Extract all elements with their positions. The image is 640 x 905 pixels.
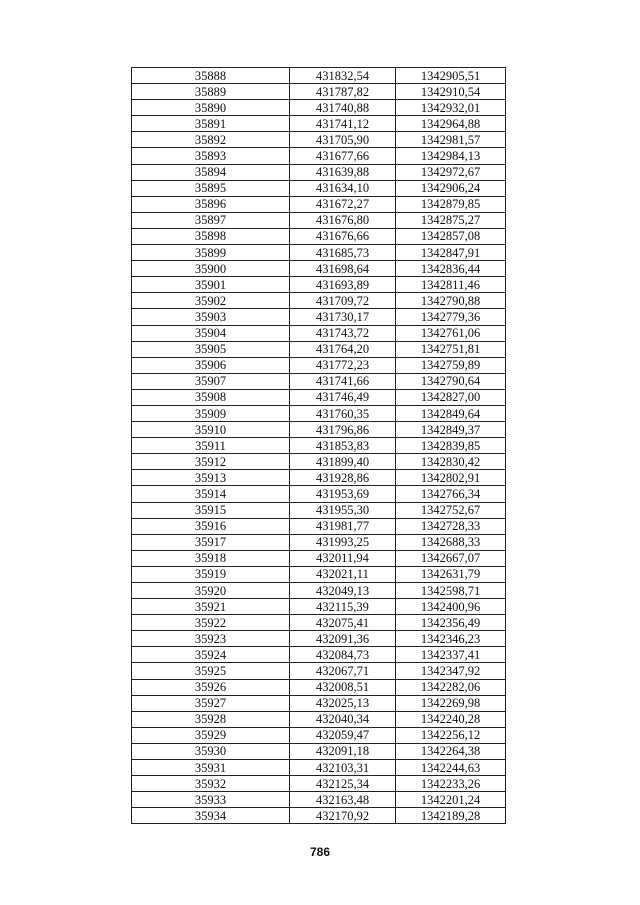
point-number-cell: 35893 [132, 148, 290, 164]
y-coordinate-cell: 1342337,41 [396, 647, 506, 663]
point-number-cell: 35913 [132, 470, 290, 486]
table-row [132, 212, 506, 228]
x-coordinate-cell: 431672,27 [290, 196, 396, 212]
y-coordinate-cell: 1342879,85 [396, 196, 506, 212]
point-number-cell: 35904 [132, 325, 290, 341]
x-coordinate-cell: 431676,66 [290, 228, 396, 244]
table-row [132, 743, 506, 759]
table-row [132, 180, 506, 196]
point-number-cell: 35929 [132, 727, 290, 743]
y-coordinate-cell: 1342752,67 [396, 502, 506, 518]
y-coordinate-cell: 1342905,51 [396, 68, 506, 84]
y-coordinate-cell: 1342240,28 [396, 711, 506, 727]
point-number-cell: 35896 [132, 196, 290, 212]
point-number-cell: 35890 [132, 100, 290, 116]
y-coordinate-cell: 1342839,85 [396, 438, 506, 454]
point-number-cell: 35902 [132, 293, 290, 309]
point-number-cell: 35925 [132, 663, 290, 679]
table-row [132, 357, 506, 373]
point-number-cell: 35921 [132, 599, 290, 615]
x-coordinate-cell: 431981,77 [290, 518, 396, 534]
table-row [132, 196, 506, 212]
point-number-cell: 35891 [132, 116, 290, 132]
point-number-cell: 35889 [132, 84, 290, 100]
y-coordinate-cell: 1342811,46 [396, 277, 506, 293]
table-row [132, 486, 506, 502]
x-coordinate-cell: 431787,82 [290, 84, 396, 100]
point-number-cell: 35897 [132, 212, 290, 228]
x-coordinate-cell: 432084,73 [290, 647, 396, 663]
table-row [132, 663, 506, 679]
point-number-cell: 35933 [132, 792, 290, 808]
table-row [132, 132, 506, 148]
page-number: 786 [309, 845, 331, 859]
y-coordinate-cell: 1342356,49 [396, 615, 506, 631]
table-row [132, 164, 506, 180]
y-coordinate-cell: 1342827,00 [396, 389, 506, 405]
table-row [132, 293, 506, 309]
y-coordinate-cell: 1342766,34 [396, 486, 506, 502]
x-coordinate-cell: 431709,72 [290, 293, 396, 309]
point-number-cell: 35892 [132, 132, 290, 148]
x-coordinate-cell: 431730,17 [290, 309, 396, 325]
table-row [132, 277, 506, 293]
x-coordinate-cell: 432125,34 [290, 776, 396, 792]
x-coordinate-cell: 431955,30 [290, 502, 396, 518]
x-coordinate-cell: 432170,92 [290, 808, 396, 824]
point-number-cell: 35900 [132, 261, 290, 277]
x-coordinate-cell: 431676,80 [290, 212, 396, 228]
x-coordinate-cell: 431796,86 [290, 422, 396, 438]
table-row [132, 518, 506, 534]
x-coordinate-cell: 431928,86 [290, 470, 396, 486]
x-coordinate-cell: 432163,48 [290, 792, 396, 808]
point-number-cell: 35912 [132, 454, 290, 470]
y-coordinate-cell: 1342759,89 [396, 357, 506, 373]
table-row [132, 566, 506, 582]
x-coordinate-cell: 431764,20 [290, 341, 396, 357]
y-coordinate-cell: 1342256,12 [396, 727, 506, 743]
point-number-cell: 35914 [132, 486, 290, 502]
point-number-cell: 35894 [132, 164, 290, 180]
y-coordinate-cell: 1342984,13 [396, 148, 506, 164]
x-coordinate-cell: 432025,13 [290, 695, 396, 711]
y-coordinate-cell: 1342981,57 [396, 132, 506, 148]
table-row [132, 711, 506, 727]
y-coordinate-cell: 1342244,63 [396, 760, 506, 776]
x-coordinate-cell: 431740,88 [290, 100, 396, 116]
table-row [132, 438, 506, 454]
table-row [132, 341, 506, 357]
point-number-cell: 35923 [132, 631, 290, 647]
y-coordinate-cell: 1342802,91 [396, 470, 506, 486]
y-coordinate-cell: 1342790,88 [396, 293, 506, 309]
x-coordinate-cell: 431853,83 [290, 438, 396, 454]
point-number-cell: 35903 [132, 309, 290, 325]
y-coordinate-cell: 1342849,64 [396, 405, 506, 421]
y-coordinate-cell: 1342598,71 [396, 583, 506, 599]
point-number-cell: 35915 [132, 502, 290, 518]
y-coordinate-cell: 1342346,23 [396, 631, 506, 647]
point-number-cell: 35924 [132, 647, 290, 663]
y-coordinate-cell: 1342875,27 [396, 212, 506, 228]
table-row [132, 148, 506, 164]
point-number-cell: 35899 [132, 245, 290, 261]
table-row [132, 808, 506, 824]
y-coordinate-cell: 1342932,01 [396, 100, 506, 116]
table-row [132, 583, 506, 599]
coordinates-table-body [132, 68, 506, 824]
point-number-cell: 35911 [132, 438, 290, 454]
point-number-cell: 35931 [132, 760, 290, 776]
point-number-cell: 35919 [132, 566, 290, 582]
y-coordinate-cell: 1342779,36 [396, 309, 506, 325]
point-number-cell: 35901 [132, 277, 290, 293]
point-number-cell: 35930 [132, 743, 290, 759]
table-row [132, 245, 506, 261]
table-row [132, 776, 506, 792]
x-coordinate-cell: 432040,34 [290, 711, 396, 727]
y-coordinate-cell: 1342728,33 [396, 518, 506, 534]
x-coordinate-cell: 431685,73 [290, 245, 396, 261]
x-coordinate-cell: 431693,89 [290, 277, 396, 293]
x-coordinate-cell: 432011,94 [290, 550, 396, 566]
y-coordinate-cell: 1342849,37 [396, 422, 506, 438]
y-coordinate-cell: 1342264,38 [396, 743, 506, 759]
x-coordinate-cell: 431760,35 [290, 405, 396, 421]
y-coordinate-cell: 1342233,26 [396, 776, 506, 792]
table-row [132, 647, 506, 663]
point-number-cell: 35920 [132, 583, 290, 599]
y-coordinate-cell: 1342400,96 [396, 599, 506, 615]
table-row [132, 534, 506, 550]
x-coordinate-cell: 432067,71 [290, 663, 396, 679]
point-number-cell: 35927 [132, 695, 290, 711]
point-number-cell: 35926 [132, 679, 290, 695]
x-coordinate-cell: 431953,69 [290, 486, 396, 502]
x-coordinate-cell: 431743,72 [290, 325, 396, 341]
table-row [132, 373, 506, 389]
x-coordinate-cell: 432091,36 [290, 631, 396, 647]
coordinates-table [131, 67, 506, 824]
table-row [132, 792, 506, 808]
table-row [132, 116, 506, 132]
x-coordinate-cell: 431639,88 [290, 164, 396, 180]
y-coordinate-cell: 1342790,64 [396, 373, 506, 389]
table-row [132, 309, 506, 325]
y-coordinate-cell: 1342751,81 [396, 341, 506, 357]
x-coordinate-cell: 432091,18 [290, 743, 396, 759]
table-row [132, 631, 506, 647]
y-coordinate-cell: 1342847,91 [396, 245, 506, 261]
y-coordinate-cell: 1342972,67 [396, 164, 506, 180]
x-coordinate-cell: 431677,66 [290, 148, 396, 164]
x-coordinate-cell: 431772,23 [290, 357, 396, 373]
point-number-cell: 35932 [132, 776, 290, 792]
point-number-cell: 35898 [132, 228, 290, 244]
table-row [132, 389, 506, 405]
table-row [132, 615, 506, 631]
y-coordinate-cell: 1342269,98 [396, 695, 506, 711]
x-coordinate-cell: 432103,31 [290, 760, 396, 776]
x-coordinate-cell: 431832,54 [290, 68, 396, 84]
table-row [132, 454, 506, 470]
table-row [132, 695, 506, 711]
x-coordinate-cell: 431634,10 [290, 180, 396, 196]
table-row [132, 550, 506, 566]
point-number-cell: 35916 [132, 518, 290, 534]
point-number-cell: 35910 [132, 422, 290, 438]
x-coordinate-cell: 432059,47 [290, 727, 396, 743]
point-number-cell: 35907 [132, 373, 290, 389]
table-row [132, 470, 506, 486]
table-row [132, 760, 506, 776]
y-coordinate-cell: 1342688,33 [396, 534, 506, 550]
y-coordinate-cell: 1342761,06 [396, 325, 506, 341]
point-number-cell: 35888 [132, 68, 290, 84]
table-row [132, 84, 506, 100]
y-coordinate-cell: 1342830,42 [396, 454, 506, 470]
y-coordinate-cell: 1342910,54 [396, 84, 506, 100]
x-coordinate-cell: 432021,11 [290, 566, 396, 582]
y-coordinate-cell: 1342631,79 [396, 566, 506, 582]
point-number-cell: 35917 [132, 534, 290, 550]
x-coordinate-cell: 431741,66 [290, 373, 396, 389]
table-row [132, 599, 506, 615]
y-coordinate-cell: 1342667,07 [396, 550, 506, 566]
table-row [132, 502, 506, 518]
x-coordinate-cell: 431741,12 [290, 116, 396, 132]
table-row [132, 679, 506, 695]
y-coordinate-cell: 1342857,08 [396, 228, 506, 244]
point-number-cell: 35922 [132, 615, 290, 631]
x-coordinate-cell: 432075,41 [290, 615, 396, 631]
x-coordinate-cell: 432008,51 [290, 679, 396, 695]
point-number-cell: 35895 [132, 180, 290, 196]
y-coordinate-cell: 1342906,24 [396, 180, 506, 196]
x-coordinate-cell: 431899,40 [290, 454, 396, 470]
point-number-cell: 35909 [132, 405, 290, 421]
y-coordinate-cell: 1342964,88 [396, 116, 506, 132]
point-number-cell: 35906 [132, 357, 290, 373]
table-row [132, 261, 506, 277]
x-coordinate-cell: 431746,49 [290, 389, 396, 405]
y-coordinate-cell: 1342836,44 [396, 261, 506, 277]
table-row [132, 422, 506, 438]
point-number-cell: 35908 [132, 389, 290, 405]
y-coordinate-cell: 1342189,28 [396, 808, 506, 824]
point-number-cell: 35918 [132, 550, 290, 566]
y-coordinate-cell: 1342201,24 [396, 792, 506, 808]
x-coordinate-cell: 431698,64 [290, 261, 396, 277]
table-row [132, 228, 506, 244]
table-row [132, 68, 506, 84]
x-coordinate-cell: 432049,13 [290, 583, 396, 599]
point-number-cell: 35934 [132, 808, 290, 824]
table-row [132, 100, 506, 116]
x-coordinate-cell: 432115,39 [290, 599, 396, 615]
point-number-cell: 35905 [132, 341, 290, 357]
table-row [132, 405, 506, 421]
table-row [132, 325, 506, 341]
x-coordinate-cell: 431993,25 [290, 534, 396, 550]
point-number-cell: 35928 [132, 711, 290, 727]
y-coordinate-cell: 1342282,06 [396, 679, 506, 695]
table-row [132, 727, 506, 743]
x-coordinate-cell: 431705,90 [290, 132, 396, 148]
y-coordinate-cell: 1342347,92 [396, 663, 506, 679]
